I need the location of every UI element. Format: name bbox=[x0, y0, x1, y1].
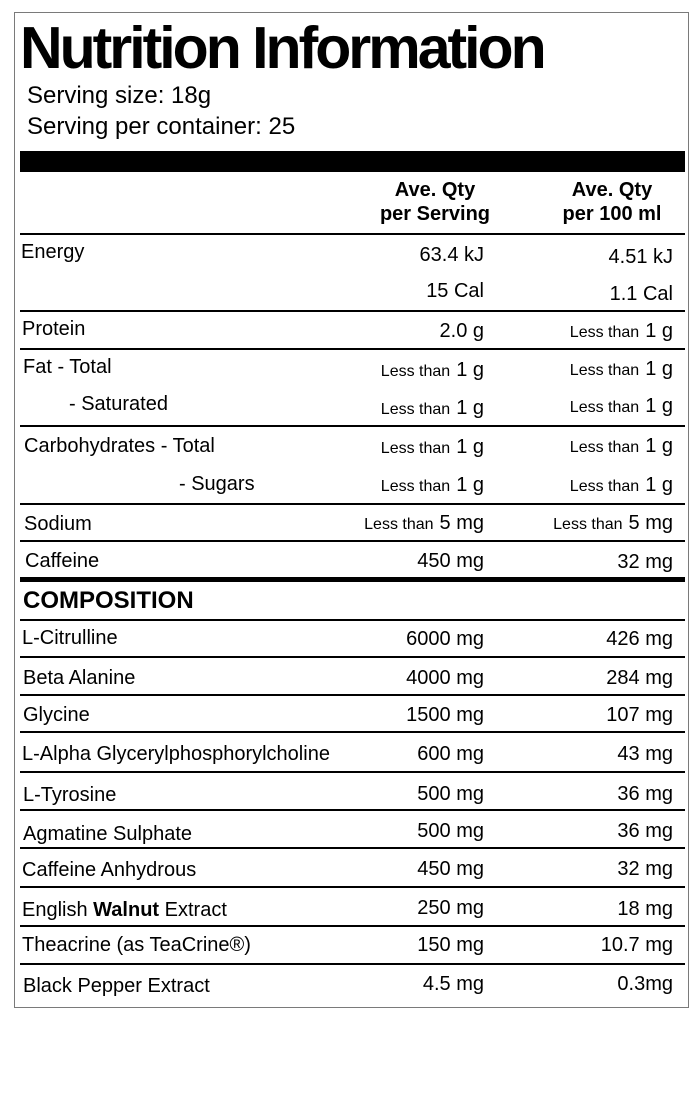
fat-total-per100 bbox=[570, 357, 673, 383]
divider-heavy bbox=[20, 577, 685, 582]
composition-per100: 107 mg bbox=[606, 704, 673, 726]
energy-label: Energy bbox=[21, 241, 85, 263]
less-than-text: Less than bbox=[380, 440, 451, 457]
composition-per100: 10.7 mg bbox=[600, 934, 673, 956]
saturated-serving-value: 1 g bbox=[456, 397, 484, 419]
fat-total-serving bbox=[381, 358, 484, 384]
composition-serving: 500 mg bbox=[417, 820, 484, 842]
composition-serving: 150 mg bbox=[417, 934, 484, 956]
energy-cal-serving: 15 Cal bbox=[426, 280, 484, 302]
fat-total-per100-value: 1 g bbox=[645, 358, 673, 380]
composition-serving: 500 mg bbox=[417, 783, 484, 805]
composition-heading: COMPOSITION bbox=[23, 587, 194, 614]
caffeine-label: Caffeine bbox=[25, 550, 100, 572]
column-header-per-serving bbox=[365, 178, 505, 226]
saturated-label: - Saturated bbox=[69, 393, 168, 415]
less-than-text: Less than bbox=[364, 516, 434, 533]
less-than-text: Less than bbox=[569, 399, 640, 416]
energy-kj-serving: 63.4 kJ bbox=[419, 244, 484, 266]
composition-label-black-pepper: Black Pepper Extract bbox=[23, 975, 210, 997]
divider bbox=[20, 886, 685, 888]
sugars-per100 bbox=[570, 473, 673, 499]
composition-serving: 450 mg bbox=[417, 858, 484, 880]
less-than-text: Less than bbox=[569, 362, 640, 379]
sodium-serving-value: 5 mg bbox=[439, 512, 484, 534]
divider bbox=[20, 656, 685, 658]
sugars-per100-value: 1 g bbox=[645, 474, 673, 496]
divider bbox=[20, 310, 685, 312]
column-header-per-100ml-line1: Ave. Qty bbox=[571, 179, 653, 201]
less-than-text: Less than bbox=[380, 363, 451, 380]
saturated-per100-value: 1 g bbox=[645, 395, 673, 417]
carbs-total-per100-value: 1 g bbox=[645, 435, 673, 457]
header-bar bbox=[20, 151, 685, 172]
divider bbox=[20, 963, 685, 965]
composition-per100: 426 mg bbox=[606, 628, 673, 650]
less-than-text: Less than bbox=[569, 324, 640, 341]
sugars-serving-value: 1 g bbox=[456, 474, 484, 496]
less-than-text: Less than bbox=[380, 478, 451, 495]
fat-total-label: Fat - Total bbox=[23, 356, 112, 378]
protein-per100 bbox=[570, 319, 673, 345]
composition-label-l-citrulline: L-Citrulline bbox=[22, 627, 118, 649]
composition-label-caffeine-anhydrous: Caffeine Anhydrous bbox=[22, 859, 197, 881]
less-than-text: Less than bbox=[380, 401, 451, 418]
less-than-text: Less than bbox=[569, 478, 640, 495]
composition-serving: 1500 mg bbox=[406, 704, 484, 726]
sodium-serving bbox=[364, 511, 484, 537]
composition-per100: 32 mg bbox=[617, 858, 673, 880]
divider bbox=[20, 694, 685, 696]
protein-label: Protein bbox=[22, 318, 86, 340]
composition-per100: 36 mg bbox=[617, 783, 673, 805]
divider bbox=[20, 771, 685, 773]
less-than-text: Less than bbox=[553, 516, 623, 533]
serving-size: Serving size: 18g bbox=[27, 82, 212, 109]
column-header-per-100ml-line2: per 100 ml bbox=[562, 203, 662, 225]
composition-serving: 600 mg bbox=[417, 743, 484, 765]
servings-per-container: Serving per container: 25 bbox=[27, 113, 296, 140]
protein-per100-value: 1 g bbox=[645, 320, 673, 342]
protein-serving: 2.0 g bbox=[439, 320, 484, 342]
saturated-serving bbox=[381, 396, 484, 422]
caffeine-serving: 450 mg bbox=[417, 550, 484, 572]
saturated-per100 bbox=[570, 394, 673, 420]
carbs-total-label: Carbohydrates - Total bbox=[24, 435, 215, 457]
energy-kj-100: 4.51 kJ bbox=[608, 246, 673, 268]
composition-label-walnut bbox=[22, 898, 227, 922]
divider bbox=[20, 540, 685, 542]
column-header-per-100ml bbox=[547, 178, 677, 226]
column-header-per-serving-line2: per Serving bbox=[379, 203, 491, 225]
composition-label-theacrine: Theacrine (as TeaCrine®) bbox=[22, 934, 251, 956]
carbs-total-serving bbox=[381, 435, 484, 461]
divider bbox=[20, 348, 685, 350]
walnut-label-bold: Walnut bbox=[93, 899, 160, 921]
composition-serving: 4000 mg bbox=[406, 667, 484, 689]
divider bbox=[20, 809, 685, 811]
less-than-text: Less than bbox=[569, 439, 640, 456]
composition-label-glycine: Glycine bbox=[23, 704, 90, 726]
walnut-label-pre: English bbox=[22, 899, 94, 921]
sodium-per100-value: 5 mg bbox=[628, 512, 673, 534]
composition-serving: 250 mg bbox=[417, 897, 484, 919]
composition-label-agmatine: Agmatine Sulphate bbox=[23, 823, 193, 845]
composition-per100: 18 mg bbox=[617, 898, 673, 920]
page-title: Nutrition Information bbox=[20, 15, 544, 81]
divider bbox=[20, 731, 685, 733]
divider bbox=[20, 425, 685, 427]
walnut-label-post: Extract bbox=[159, 899, 227, 921]
divider bbox=[20, 847, 685, 849]
caffeine-per100: 32 mg bbox=[617, 551, 673, 573]
sodium-label: Sodium bbox=[24, 513, 92, 535]
composition-label-beta-alanine: Beta Alanine bbox=[23, 667, 136, 689]
carbs-total-serving-value: 1 g bbox=[456, 436, 484, 458]
energy-cal-100: 1.1 Cal bbox=[609, 283, 673, 305]
composition-per100: 0.3mg bbox=[617, 973, 673, 995]
sodium-per100 bbox=[553, 511, 673, 537]
divider bbox=[20, 925, 685, 927]
carbs-total-per100 bbox=[570, 434, 673, 460]
divider bbox=[20, 503, 685, 505]
sugars-label: - Sugars bbox=[179, 473, 255, 495]
fat-total-serving-value: 1 g bbox=[456, 359, 484, 381]
composition-per100: 36 mg bbox=[617, 820, 673, 842]
composition-label-alpha-gpc: L-Alpha Glycerylphosphorylcholine bbox=[22, 743, 330, 765]
divider bbox=[20, 233, 685, 235]
column-header-per-serving-line1: Ave. Qty bbox=[394, 179, 476, 201]
composition-serving: 4.5 mg bbox=[422, 973, 484, 995]
composition-label-l-tyrosine: L-Tyrosine bbox=[23, 784, 117, 806]
divider bbox=[20, 619, 685, 621]
composition-per100: 284 mg bbox=[606, 667, 673, 689]
sugars-serving bbox=[381, 473, 484, 499]
composition-per100: 43 mg bbox=[617, 743, 673, 765]
composition-serving: 6000 mg bbox=[406, 628, 484, 650]
